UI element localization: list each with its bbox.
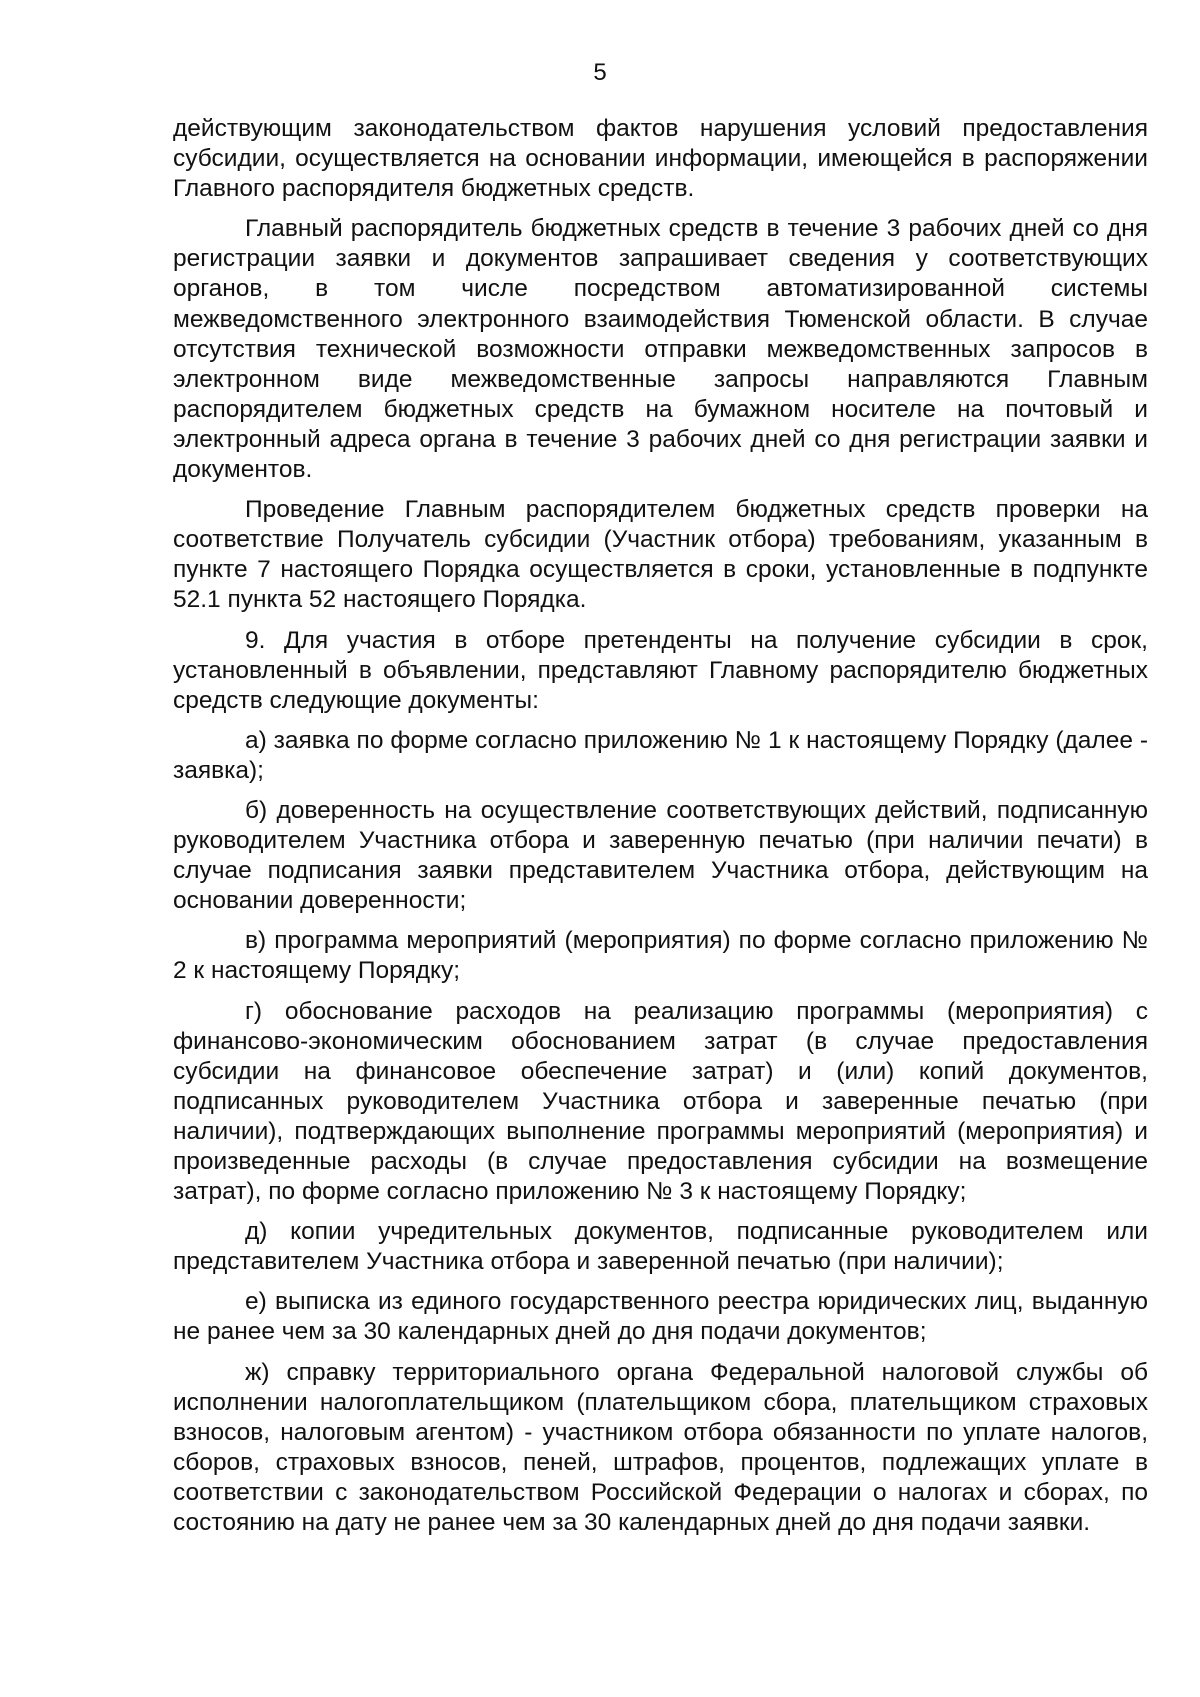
paragraph-verification: Проведение Главным распорядителем бюджетных средств проверки на соответствие Получатель субсидии (Участник отбора) требованиям, указанным в пункте 7 настоящего Порядка осуществляется в сроки, установленные в подпункте 52.1 пункта 52 настоящего Порядка.	[173, 496, 1148, 614]
list-item-v: в) программа мероприятий (мероприятия) по форме согласно приложению № 2 к настоящему Порядку;	[173, 927, 1148, 985]
paragraph-item-9: 9. Для участия в отборе претенденты на получение субсидии в срок, установленный в объявлении, представляют Главному распорядителю бюджетных средств следующие документы:	[173, 626, 1148, 714]
list-item-e: е) выписка из единого государственного реестра юридических лиц, выданную не ранее чем за 30 календарных дней до дня подачи документов;	[173, 1288, 1148, 1346]
list-item-zh: ж) справку территориального органа Федеральной налоговой службы об исполнении налогоплательщиком (плательщиком сбора, плательщиком страховых взносов, налоговым агентом) - участником отбора обязанности по уплате налогов, сборов, страховых взносов, пеней, штрафов, процентов, подлежащих уплате в соответствии с законодательством Российской Федерации о налогах и сборах, по состоянию на дату не ранее чем за 30 календарных дней до дня подачи заявки.	[173, 1358, 1148, 1537]
list-item-d: д) копии учредительных документов, подписанные руководителем или представителем Участника отбора и заверенной печатью (при наличии);	[173, 1218, 1148, 1276]
list-item-a: а) заявка по форме согласно приложению № 1 к настоящему Порядку (далее - заявка);	[173, 726, 1148, 784]
list-item-b: б) доверенность на осуществление соответствующих действий, подписанную руководителем Участника отбора и заверенную печатью (при наличии печати) в случае подписания заявки представителем Участника отбора, действующим на основании доверенности;	[173, 796, 1148, 915]
document-body	[173, 114, 1148, 1548]
paragraph-information-requests: Главный распорядитель бюджетных средств в течение 3 рабочих дней со дня регистрации заявки и документов запрашивает сведения у соответствующих органов, в том числе посредством автоматизированной системы межведомственного электронного взаимодействия Тюменской области. В случае отсутствия технической возможности отправки межведомственных запросов в электронном виде межведомственные запросы направляются Главным распорядителем бюджетных средств на бумажном носителе на почтовый и электронный адреса органа в течение 3 рабочих дней со дня регистрации заявки и документов.	[173, 215, 1148, 484]
list-item-g: г) обоснование расходов на реализацию программы (мероприятия) с финансово-экономическим обоснованием затрат (в случае предоставления субсидии на финансовое обеспечение затрат) и (или) копий документов, подписанных руководителем Участника отбора и заверенные печатью (при наличии), подтверждающих выполнение программы мероприятий (мероприятия) и произведенные расходы (в случае предоставления субсидии на возмещение затрат), по форме согласно приложению № 3 к настоящему Порядку;	[173, 997, 1148, 1206]
page-number: 5	[593, 59, 607, 86]
paragraph-continuation: действующим законодательством фактов нарушения условий предоставления субсидии, осуществляется на основании информации, имеющейся в распоряжении Главного распорядителя бюджетных средств.	[173, 115, 1148, 203]
